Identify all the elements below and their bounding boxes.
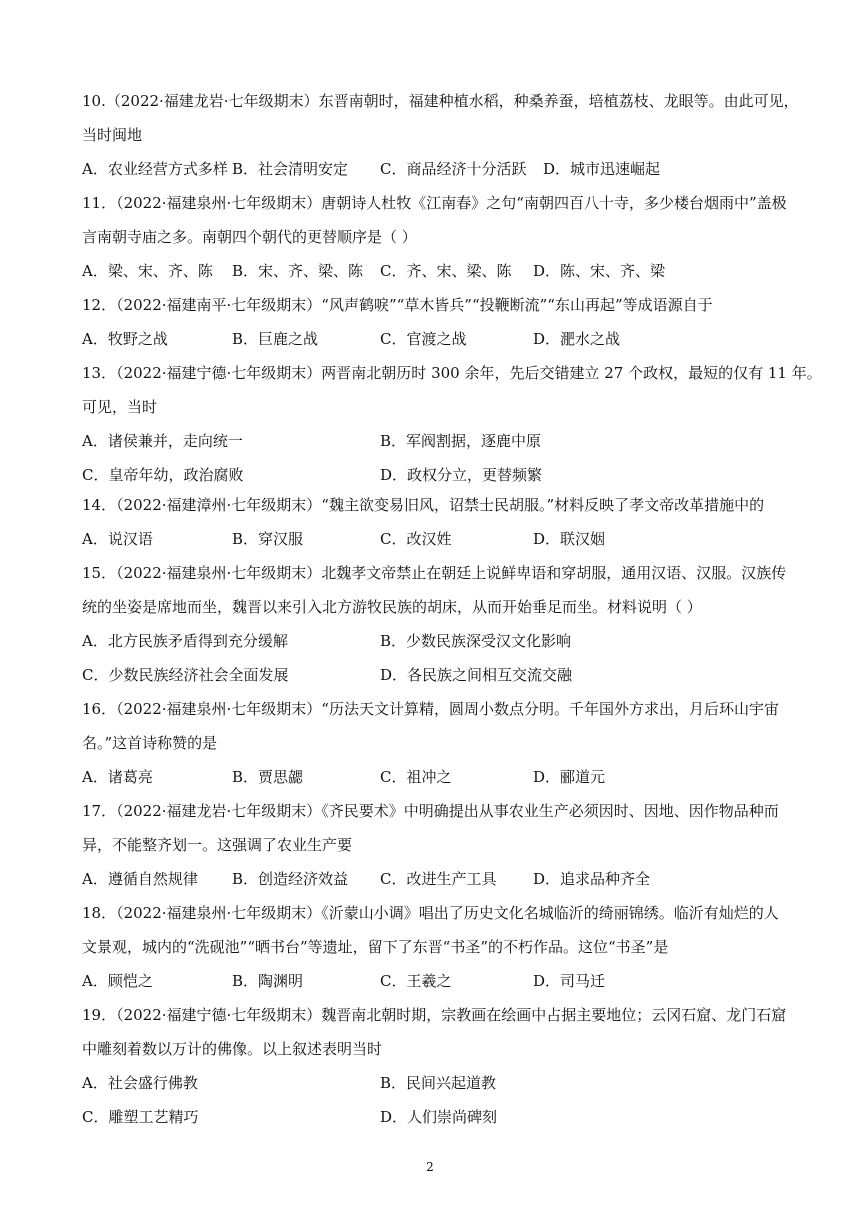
question-19	[82, 998, 787, 1134]
options-row	[82, 322, 782, 356]
option-d: D．淝水之战	[533, 330, 621, 348]
options-row	[82, 152, 782, 186]
option-c: C．官渡之战	[380, 330, 467, 348]
options-row	[82, 522, 782, 556]
option-c: C．齐、宋、梁、陈	[380, 262, 512, 280]
question-stem-line: 当时闽地	[82, 126, 143, 144]
option-d: D．各民族之间相互交流交融	[380, 666, 573, 684]
option-a: A．牧野之战	[82, 330, 168, 348]
option-d: D．人们崇尚碑刻	[380, 1108, 498, 1126]
question-stem-line: 异，不能整齐划一。这强调了农业生产要	[82, 836, 353, 854]
option-c: C．雕塑工艺精巧	[82, 1108, 199, 1126]
option-b: B．社会清明安定	[232, 160, 349, 178]
question-stem-line: 16．（2022·福建泉州·七年级期末）“历法天文计算精，圆周小数点分明。千年国外方求出，月后环山宇宙	[82, 700, 779, 718]
option-c: C．少数民族经济社会全面发展	[82, 666, 289, 684]
question-15	[82, 556, 787, 692]
option-d: D．城市迅速崛起	[543, 160, 661, 178]
option-b: B．民间兴起道教	[380, 1074, 497, 1092]
option-d: D．追求品种齐全	[533, 870, 651, 888]
options-row	[82, 254, 782, 288]
option-d: D．联汉姻	[533, 530, 606, 548]
option-d: D．政权分立，更替频繁	[380, 466, 543, 484]
options-row	[82, 760, 782, 794]
option-b: B．军阀割据，逐鹿中原	[380, 432, 542, 450]
option-a: A．北方民族矛盾得到充分缓解	[82, 632, 288, 650]
option-d: D．郦道元	[533, 768, 606, 786]
option-a: A．顾恺之	[82, 972, 153, 990]
option-b: B．陶渊明	[232, 972, 304, 990]
question-stem-line: 14．（2022·福建漳州·七年级期末）“魏主欲变易旧风，诏禁士民胡服。”材料反映了孝文帝改革措施中的	[82, 496, 765, 514]
question-stem-line: 15．（2022·福建泉州·七年级期末）北魏孝文帝禁止在朝廷上说鲜卑语和穿胡服，通用汉语、汉服。汉族传	[82, 564, 787, 582]
option-b: B．巨鹿之战	[232, 330, 319, 348]
options-row	[82, 1100, 782, 1134]
option-b: B．宋、齐、梁、陈	[232, 262, 364, 280]
question-stem-line: 18．（2022·福建泉州·七年级期末）《沂蒙山小调》唱出了历史文化名城临沂的绮丽锦绣。临沂有灿烂的人	[82, 904, 779, 922]
option-a: A．梁、宋、齐、陈	[82, 262, 213, 280]
option-a: A．农业经营方式多样	[82, 160, 228, 178]
page-number: 2	[426, 1160, 434, 1174]
question-stem-line: 10.（2022·福建龙岩·七年级期末）东晋南朝时，福建种植水稻，种桑养蚕，培植荔枝、龙眼等。由此可见，	[82, 92, 799, 110]
options-row	[82, 658, 782, 692]
option-a: A．诸葛亮	[82, 768, 153, 786]
options-row	[82, 458, 782, 492]
option-b: B．穿汉服	[232, 530, 304, 548]
options-row	[82, 964, 782, 998]
option-a: A．说汉语	[82, 530, 153, 548]
question-17	[82, 794, 782, 896]
option-c: C．改汉姓	[380, 530, 452, 548]
option-c: C．商品经济十分活跃	[380, 160, 527, 178]
question-stem-line: 文景观，城内的“洗砚池”“晒书台”等遗址，留下了东晋“书圣”的不朽作品。这位“书圣”是	[82, 938, 669, 956]
question-11	[82, 186, 787, 288]
option-c: C．祖冲之	[380, 768, 452, 786]
question-stem-line: 19．（2022·福建宁德·七年级期末）魏晋南北朝时期，宗教画在绘画中占据主要地位；云冈石窟、龙门石窟	[82, 1006, 787, 1024]
question-stem-line: 13．（2022·福建宁德·七年级期末）两晋南北朝历时 300 余年，先后交错建立 27 个政权，最短的仅有 11 年。	[82, 364, 822, 382]
option-d: D．陈、宋、齐、梁	[533, 262, 666, 280]
options-row	[82, 624, 782, 658]
option-b: B．少数民族深受汉文化影响	[380, 632, 572, 650]
question-stem-line: 11．（2022·福建泉州·七年级期末）唐朝诗人杜牧《江南春》之句“南朝四百八十寺，多少楼台烟雨中”盖极	[82, 194, 787, 212]
question-stem-line: 17．（2022·福建龙岩·七年级期末）《齐民要术》中明确提出从事农业生产必须因时、因地、因作物品种而	[82, 802, 779, 820]
question-10	[82, 84, 799, 186]
option-d: D．司马迁	[533, 972, 606, 990]
options-row	[82, 424, 782, 458]
options-row	[82, 1066, 782, 1100]
question-stem-line: 言南朝寺庙之多。南朝四个朝代的更替顺序是（ ）	[82, 228, 417, 246]
question-14	[82, 488, 782, 556]
question-stem-line: 统的坐姿是席地而坐，魏晋以来引入北方游牧民族的胡床，从而开始垂足而坐。材料说明（ ）	[82, 598, 702, 616]
question-12	[82, 288, 782, 356]
question-13	[82, 356, 822, 492]
option-c: C．皇帝年幼，政治腐败	[82, 466, 244, 484]
option-a: A．社会盛行佛教	[82, 1074, 198, 1092]
question-stem-line: 12．（2022·福建南平·七年级期末）“风声鹤唳”“草木皆兵”“投鞭断流”“东山再起”等成语源自于	[82, 296, 713, 314]
question-stem-line: 名。”这首诗称赞的是	[82, 734, 218, 752]
question-16	[82, 692, 782, 794]
option-c: C．改进生产工具	[380, 870, 497, 888]
option-b: B．创造经济效益	[232, 870, 349, 888]
option-a: A．遵循自然规律	[82, 870, 198, 888]
option-a: A．诸侯兼并，走向统一	[82, 432, 243, 450]
option-c: C．王羲之	[380, 972, 452, 990]
question-stem-line: 中雕刻着数以万计的佛像。以上叙述表明当时	[82, 1040, 383, 1058]
question-18	[82, 896, 782, 998]
option-b: B．贾思勰	[232, 768, 304, 786]
options-row	[82, 862, 782, 896]
question-stem-line: 可见，当时	[82, 398, 158, 416]
